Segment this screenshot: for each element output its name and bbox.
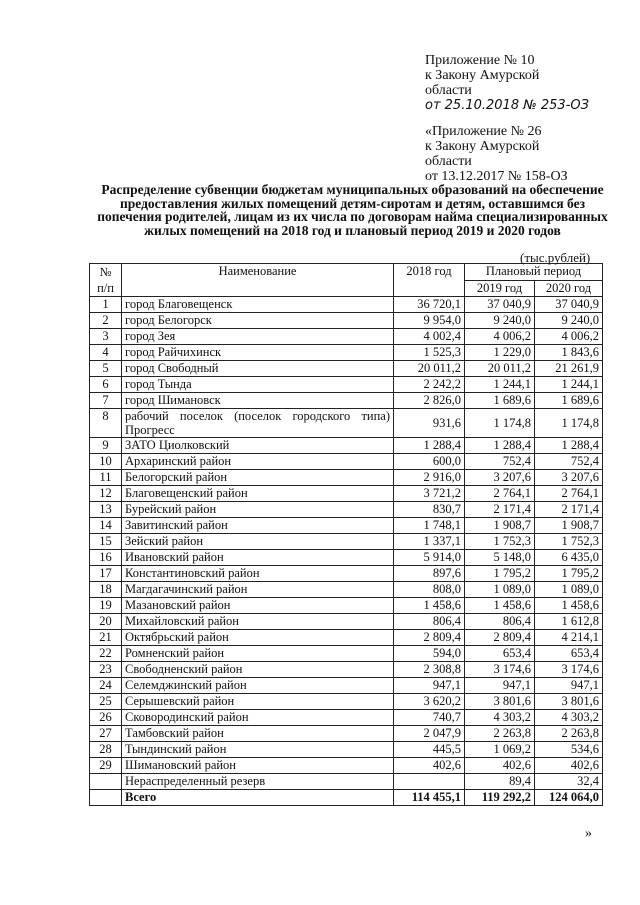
row-name: Ромненский район (122, 646, 394, 662)
total-2018: 114 455,1 (394, 790, 465, 806)
row-2020-value: 1 752,3 (535, 534, 603, 550)
subsidy-table (89, 263, 603, 806)
row-2020-value: 1 612,8 (535, 614, 603, 630)
row-number: 22 (90, 646, 122, 662)
row-2020-value: 1 458,6 (535, 598, 603, 614)
row-number: 6 (90, 377, 122, 393)
row-number: 5 (90, 361, 122, 377)
row-2019-value: 1 069,2 (465, 742, 535, 758)
row-2020-value: 1 908,7 (535, 518, 603, 534)
row-number: 1 (90, 297, 122, 313)
row-2020-value: 1 174,8 (535, 409, 603, 438)
table-row (90, 297, 603, 313)
header-plan-period: Плановый период (465, 264, 603, 281)
table-row (90, 486, 603, 502)
row-2020-value: 9 240,0 (535, 313, 603, 329)
annex-10-number: Приложение № 10 (425, 53, 535, 68)
row-2019-value: 752,4 (465, 454, 535, 470)
row-2020-value: 752,4 (535, 454, 603, 470)
row-2019-value: 1 908,7 (465, 518, 535, 534)
row-2018-value: 2 826,0 (394, 393, 465, 409)
row-2018-value: 5 914,0 (394, 550, 465, 566)
row-2019-value: 2 809,4 (465, 630, 535, 646)
row-name: Мазановский район (122, 598, 394, 614)
row-number: 19 (90, 598, 122, 614)
row-2019-value: 5 148,0 (465, 550, 535, 566)
table-row (90, 502, 603, 518)
row-name: Тындинский район (122, 742, 394, 758)
table-row (90, 710, 603, 726)
row-name: рабочий поселок (поселок городского типа) Прогресс (122, 409, 394, 438)
row-name: город Тында (122, 377, 394, 393)
row-2020-value: 37 040,9 (535, 297, 603, 313)
row-name: Михайловский район (122, 614, 394, 630)
row-name: Тамбовский район (122, 726, 394, 742)
row-number: 27 (90, 726, 122, 742)
row-2019-value: 1 458,6 (465, 598, 535, 614)
row-2018-value: 947,1 (394, 678, 465, 694)
row-name: город Благовещенск (122, 297, 394, 313)
row-2018-value: 1 288,4 (394, 438, 465, 454)
row-2018-value: 3 620,2 (394, 694, 465, 710)
row-2019-value: 1 752,3 (465, 534, 535, 550)
row-2020-value: 3 207,6 (535, 470, 603, 486)
row-2020-value: 1 288,4 (535, 438, 603, 454)
table-row (90, 566, 603, 582)
row-2018-value: 897,6 (394, 566, 465, 582)
row-2020-value: 3 801,6 (535, 694, 603, 710)
row-2019-value: 3 207,6 (465, 470, 535, 486)
row-number: 10 (90, 454, 122, 470)
header-name: Наименование (122, 264, 394, 297)
row-2020-value: 1 689,6 (535, 393, 603, 409)
row-2020-value: 4 214,1 (535, 630, 603, 646)
annex-26-law: к Закону Амурской (425, 139, 540, 154)
row-name: Зейский район (122, 534, 394, 550)
row-2019-value: 9 240,0 (465, 313, 535, 329)
header-2020: 2020 год (535, 280, 603, 297)
row-2018-value: 806,4 (394, 614, 465, 630)
table-row (90, 438, 603, 454)
row-2020-value: 1 795,2 (535, 566, 603, 582)
row-2019-value: 20 011,2 (465, 361, 535, 377)
row-number: 21 (90, 630, 122, 646)
row-2019-value: 653,4 (465, 646, 535, 662)
table-row (90, 470, 603, 486)
row-2018-value: 20 011,2 (394, 361, 465, 377)
row-2018-value: 9 954,0 (394, 313, 465, 329)
annex-26-header (425, 124, 630, 184)
row-number: 11 (90, 470, 122, 486)
total-2019: 119 292,2 (465, 790, 535, 806)
row-2019-value: 1 795,2 (465, 566, 535, 582)
row-2019-value: 1 229,0 (465, 345, 535, 361)
row-name: Магдагачинский район (122, 582, 394, 598)
row-2019-value: 37 040,9 (465, 297, 535, 313)
row-2019-value: 402,6 (465, 758, 535, 774)
row-2018-value: 2 809,4 (394, 630, 465, 646)
header-2018: 2018 год (394, 264, 465, 297)
row-number: 17 (90, 566, 122, 582)
row-2019-value: 1 089,0 (465, 582, 535, 598)
row-2019-value: 2 263,8 (465, 726, 535, 742)
row-name: ЗАТО Циолковский (122, 438, 394, 454)
row-2020-value: 2 764,1 (535, 486, 603, 502)
row-name: Бурейский район (122, 502, 394, 518)
row-2018-value: 1 337,1 (394, 534, 465, 550)
row-2020-value: 402,6 (535, 758, 603, 774)
table-row (90, 758, 603, 774)
row-2018-value: 740,7 (394, 710, 465, 726)
row-number: 26 (90, 710, 122, 726)
row-2019-value: 1 689,6 (465, 393, 535, 409)
closing-quote: » (585, 826, 592, 841)
row-number: 25 (90, 694, 122, 710)
row-2020-value: 1 843,6 (535, 345, 603, 361)
table-row (90, 678, 603, 694)
table-row (90, 582, 603, 598)
table-row (90, 313, 603, 329)
row-2020-value: 534,6 (535, 742, 603, 758)
table-row (90, 742, 603, 758)
row-2018-value: 445,5 (394, 742, 465, 758)
row-2018-value: 594,0 (394, 646, 465, 662)
row-name: Октябрьский район (122, 630, 394, 646)
annex-26-number: «Приложение № 26 (425, 124, 542, 139)
row-number: 3 (90, 329, 122, 345)
row-2020-value: 4 006,2 (535, 329, 603, 345)
annex-10-region: области (425, 83, 472, 98)
row-2019-value: 806,4 (465, 614, 535, 630)
row-2018-value: 402,6 (394, 758, 465, 774)
total-number (90, 790, 122, 806)
row-2018-value: 830,7 (394, 502, 465, 518)
row-2018-value: 1 748,1 (394, 518, 465, 534)
units-label: (тыс.рублей) (520, 250, 591, 265)
row-2019-value: 3 174,6 (465, 662, 535, 678)
row-2018-value: 931,6 (394, 409, 465, 438)
table-row (90, 329, 603, 345)
row-name: Белогорский район (122, 470, 394, 486)
row-2019-value: 89,4 (465, 774, 535, 790)
row-2020-value: 21 261,9 (535, 361, 603, 377)
row-name: город Свободный (122, 361, 394, 377)
row-number: 9 (90, 438, 122, 454)
table-row (90, 774, 603, 790)
row-name: Ивановский район (122, 550, 394, 566)
table-row (90, 646, 603, 662)
row-number: 15 (90, 534, 122, 550)
row-name: Серышевский район (122, 694, 394, 710)
row-number: 20 (90, 614, 122, 630)
total-2020: 124 064,0 (535, 790, 603, 806)
row-name: Архаринский район (122, 454, 394, 470)
table-row (90, 550, 603, 566)
table-row (90, 361, 603, 377)
row-number: 13 (90, 502, 122, 518)
row-2020-value: 653,4 (535, 646, 603, 662)
row-name: город Шимановск (122, 393, 394, 409)
row-2019-value: 2 171,4 (465, 502, 535, 518)
row-2018-value: 2 308,8 (394, 662, 465, 678)
row-name: Константиновский район (122, 566, 394, 582)
row-2020-value: 4 303,2 (535, 710, 603, 726)
table-row (90, 393, 603, 409)
row-2020-value: 32,4 (535, 774, 603, 790)
row-name: Свободненский район (122, 662, 394, 678)
row-2019-value: 1 288,4 (465, 438, 535, 454)
row-2018-value: 2 242,2 (394, 377, 465, 393)
row-2019-value: 2 764,1 (465, 486, 535, 502)
row-2018-value: 2 916,0 (394, 470, 465, 486)
row-2018-value (394, 774, 465, 790)
table-row (90, 518, 603, 534)
table-row (90, 614, 603, 630)
row-number (90, 774, 122, 790)
row-number: 8 (90, 409, 122, 438)
row-number: 24 (90, 678, 122, 694)
row-name: Благовещенский район (122, 486, 394, 502)
table-row (90, 534, 603, 550)
header-2019: 2019 год (465, 280, 535, 297)
annex-10-header (425, 53, 630, 113)
row-name: Завитинский район (122, 518, 394, 534)
table-row (90, 598, 603, 614)
row-number: 12 (90, 486, 122, 502)
row-name: Селемджинский район (122, 678, 394, 694)
row-name: город Зея (122, 329, 394, 345)
total-label: Всего (122, 790, 394, 806)
row-number: 7 (90, 393, 122, 409)
row-number: 14 (90, 518, 122, 534)
row-2019-value: 947,1 (465, 678, 535, 694)
document-title: Распределение субвенции бюджетам муниципальных образований на обеспечение предоставления жилых помещений детям-сиротам и детям, оставшимся без попечения родителей, лицам из их числа по договорам найма специализированных жилых помещений на 2018 год и плановый период 2019 и 2020 годов (97, 182, 608, 238)
annex-10-law: к Закону Амурской (425, 68, 540, 83)
annex-26-date: от 13.12.2017 № 158-ОЗ (425, 169, 568, 184)
total-row (90, 790, 603, 806)
row-2020-value: 2 263,8 (535, 726, 603, 742)
row-name: город Райчихинск (122, 345, 394, 361)
row-2018-value: 2 047,9 (394, 726, 465, 742)
row-name: Шимановский район (122, 758, 394, 774)
row-number: 28 (90, 742, 122, 758)
row-2020-value: 1 089,0 (535, 582, 603, 598)
row-2018-value: 36 720,1 (394, 297, 465, 313)
row-2020-value: 1 244,1 (535, 377, 603, 393)
row-2020-value: 3 174,6 (535, 662, 603, 678)
table-row (90, 377, 603, 393)
row-2018-value: 808,0 (394, 582, 465, 598)
row-2018-value: 1 525,3 (394, 345, 465, 361)
row-2018-value: 1 458,6 (394, 598, 465, 614)
row-name: Нераспределенный резерв (122, 774, 394, 790)
row-2020-value: 2 171,4 (535, 502, 603, 518)
row-number: 29 (90, 758, 122, 774)
row-name: город Белогорск (122, 313, 394, 329)
row-2019-value: 1 174,8 (465, 409, 535, 438)
table-body (90, 297, 603, 806)
table-row (90, 662, 603, 678)
row-number: 4 (90, 345, 122, 361)
header-number: № п/п (90, 264, 122, 297)
table-row (90, 694, 603, 710)
table-row (90, 409, 603, 438)
row-2019-value: 3 801,6 (465, 694, 535, 710)
annex-10-date-handwritten: от 25.10.2018 № 253-ОЗ (425, 98, 589, 113)
table-row (90, 345, 603, 361)
table-row (90, 454, 603, 470)
row-2019-value: 4 303,2 (465, 710, 535, 726)
row-name: Сковородинский район (122, 710, 394, 726)
row-number: 18 (90, 582, 122, 598)
row-2020-value: 947,1 (535, 678, 603, 694)
row-2018-value: 4 002,4 (394, 329, 465, 345)
row-2020-value: 6 435,0 (535, 550, 603, 566)
row-2019-value: 4 006,2 (465, 329, 535, 345)
row-number: 23 (90, 662, 122, 678)
row-2019-value: 1 244,1 (465, 377, 535, 393)
table-row (90, 726, 603, 742)
row-number: 16 (90, 550, 122, 566)
row-number: 2 (90, 313, 122, 329)
row-2018-value: 600,0 (394, 454, 465, 470)
table-row (90, 630, 603, 646)
annex-26-region: области (425, 154, 472, 169)
row-2018-value: 3 721,2 (394, 486, 465, 502)
